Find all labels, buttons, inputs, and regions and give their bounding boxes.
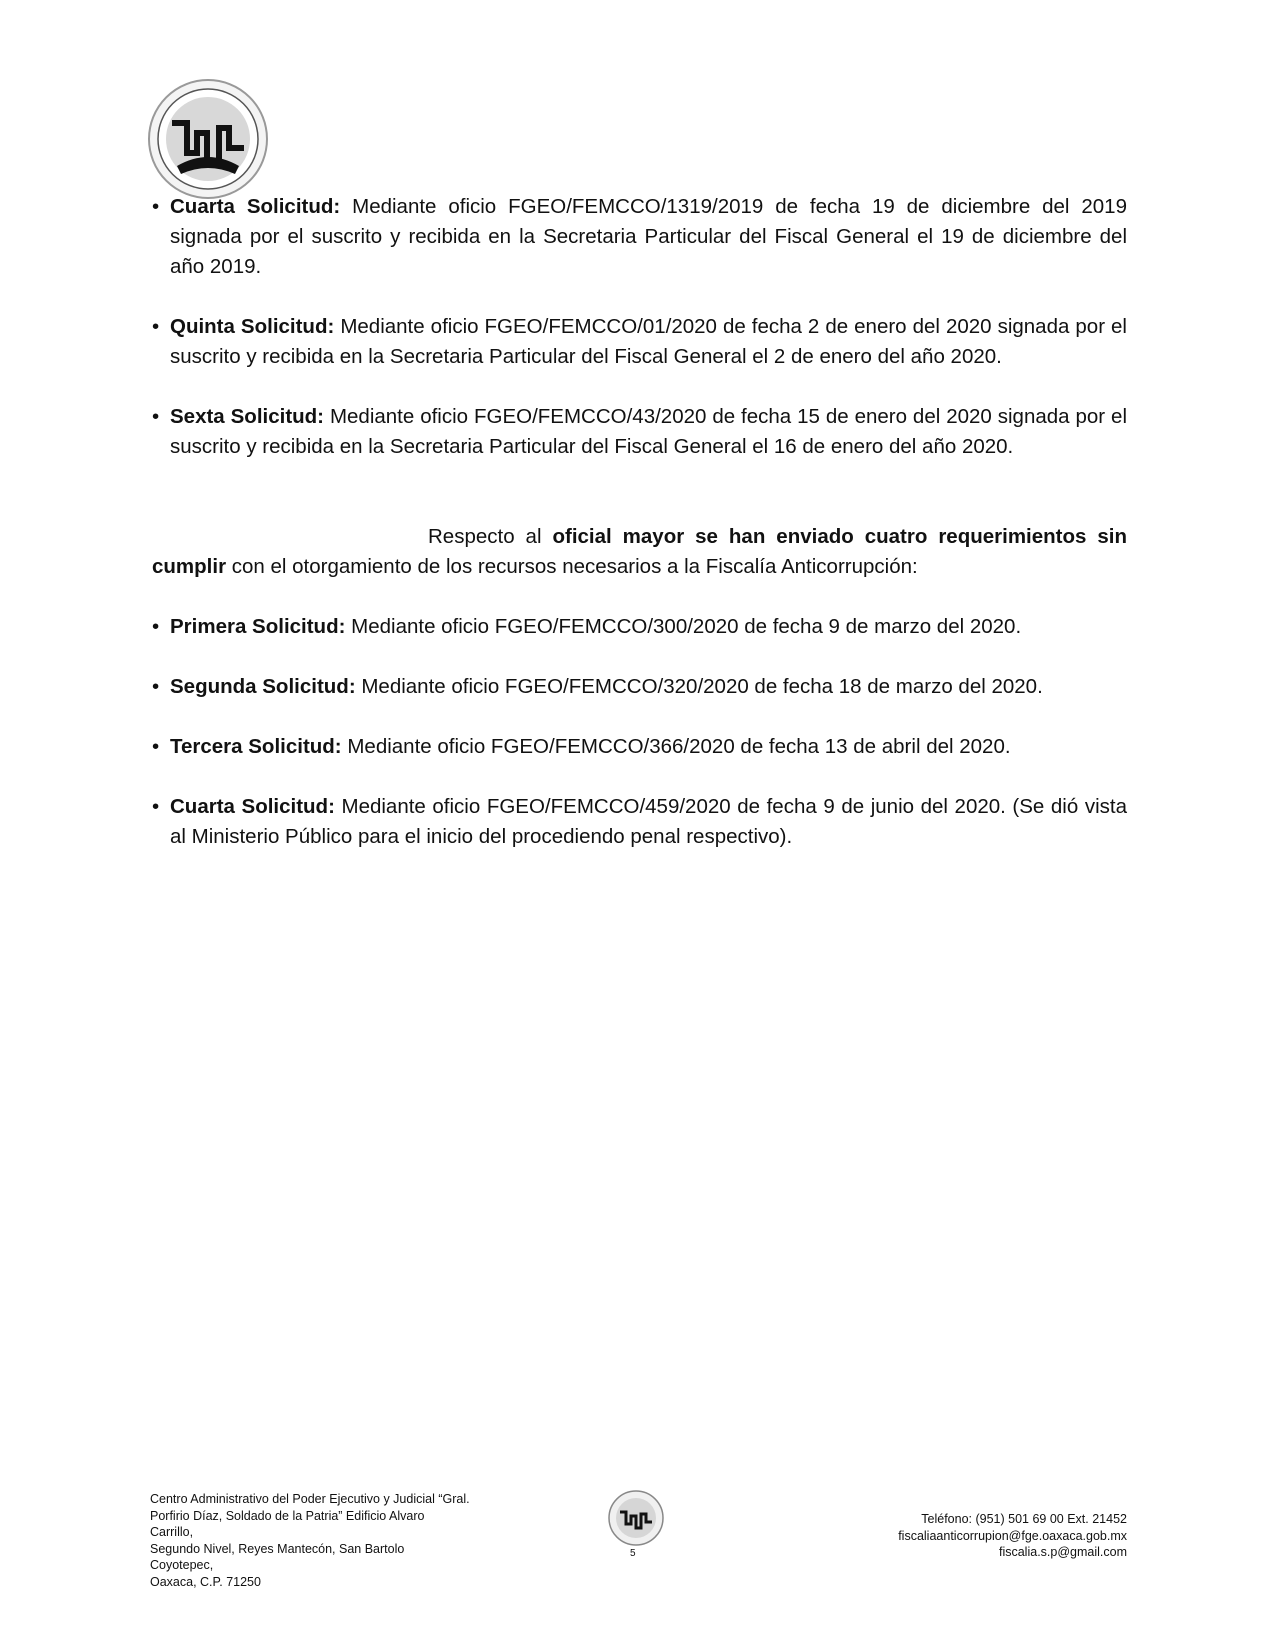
request-text: Mediante oficio FGEO/FEMCCO/43/2020 de fecha 15 de enero del 2020 signada por el suscrito y recibida en la Secretaria Particular del Fiscal General el 16 de enero del año 2020. — [170, 405, 1127, 458]
fiscalia-seal-small-icon — [608, 1490, 664, 1546]
request-list-fiscal-general — [152, 192, 1127, 462]
list-item — [152, 612, 1127, 642]
footer-address-line: Porfirio Díaz, Soldado de la Patria” Edificio Alvaro Carrillo, — [150, 1508, 425, 1539]
footer-phone: Teléfono: (951) 501 69 00 Ext. 21452 — [921, 1512, 1127, 1526]
request-label: Sexta Solicitud: — [170, 405, 325, 428]
request-label: Tercera Solicitud: — [170, 735, 342, 758]
list-item — [152, 732, 1127, 762]
request-text: Mediante oficio FGEO/FEMCCO/01/2020 de fecha 2 de enero del 2020 signada por el suscrito y recibida en la Secretaria Particular del Fiscal General el 2 de enero del año 2020. — [170, 315, 1127, 368]
request-text: Mediante oficio FGEO/FEMCCO/300/2020 de fecha 9 de marzo del 2020. — [345, 615, 1022, 638]
request-list-oficial-mayor — [152, 612, 1127, 852]
bullet-icon: • — [152, 405, 160, 428]
request-text: Mediante oficio FGEO/FEMCCO/366/2020 de fecha 13 de abril del 2020. — [341, 735, 1011, 758]
page-number: 5 — [630, 1548, 636, 1559]
list-item — [152, 312, 1127, 372]
request-text: Mediante oficio FGEO/FEMCCO/1319/2019 de fecha 19 de diciembre del 2019 signada por el suscrito y recibida en la Secretaria Particular del Fiscal General el 19 de diciembre del año 2019. — [170, 195, 1127, 278]
request-label: Cuarta Solicitud: — [170, 195, 341, 218]
list-item — [152, 402, 1127, 462]
bullet-icon: • — [152, 615, 160, 638]
footer-address — [150, 1491, 470, 1590]
list-item — [152, 192, 1127, 282]
footer-email[interactable]: fiscaliaanticorrupion@fge.oaxaca.gob.mx — [898, 1528, 1127, 1543]
footer-address-line: Oaxaca, C.P. 71250 — [150, 1574, 261, 1589]
footer-contact — [797, 1511, 1127, 1561]
oficial-mayor-paragraph: Respecto al oficial mayor se han enviado cuatro requerimientos sin cumplir con el otorgamiento de los recursos necesarios a la Fiscalía Anticorrupción: — [152, 525, 1127, 578]
bullet-icon: • — [152, 735, 160, 758]
request-text: Mediante oficio FGEO/FEMCCO/459/2020 de fecha 9 de junio del 2020. (Se dió vista al Ministerio Público para el inicio del procediendo penal respectivo). — [170, 795, 1127, 848]
bullet-icon: • — [152, 315, 160, 338]
footer-email-alt[interactable]: fiscalia.s.p@gmail.com — [998, 1545, 1127, 1559]
request-label: Primera Solicitud: — [170, 615, 346, 638]
footer-address-line: Segundo Nivel, Reyes Mantecón, San Bartolo Coyotepec, — [150, 1541, 405, 1572]
bullet-icon: • — [152, 195, 160, 218]
bullet-icon: • — [152, 795, 160, 818]
request-label: Segunda Solicitud: — [170, 675, 356, 698]
list-item — [152, 672, 1127, 702]
list-item — [152, 792, 1127, 852]
document-body — [152, 192, 1127, 852]
bullet-icon: • — [152, 675, 160, 698]
request-label: Quinta Solicitud: — [170, 315, 335, 338]
fiscalia-seal-logo — [147, 78, 269, 200]
request-label: Cuarta Solicitud: — [170, 795, 335, 818]
footer-address-line: Centro Administrativo del Poder Ejecutivo y Judicial “Gral. — [150, 1492, 470, 1506]
request-text: Mediante oficio FGEO/FEMCCO/320/2020 de fecha 18 de marzo del 2020. — [355, 675, 1043, 698]
